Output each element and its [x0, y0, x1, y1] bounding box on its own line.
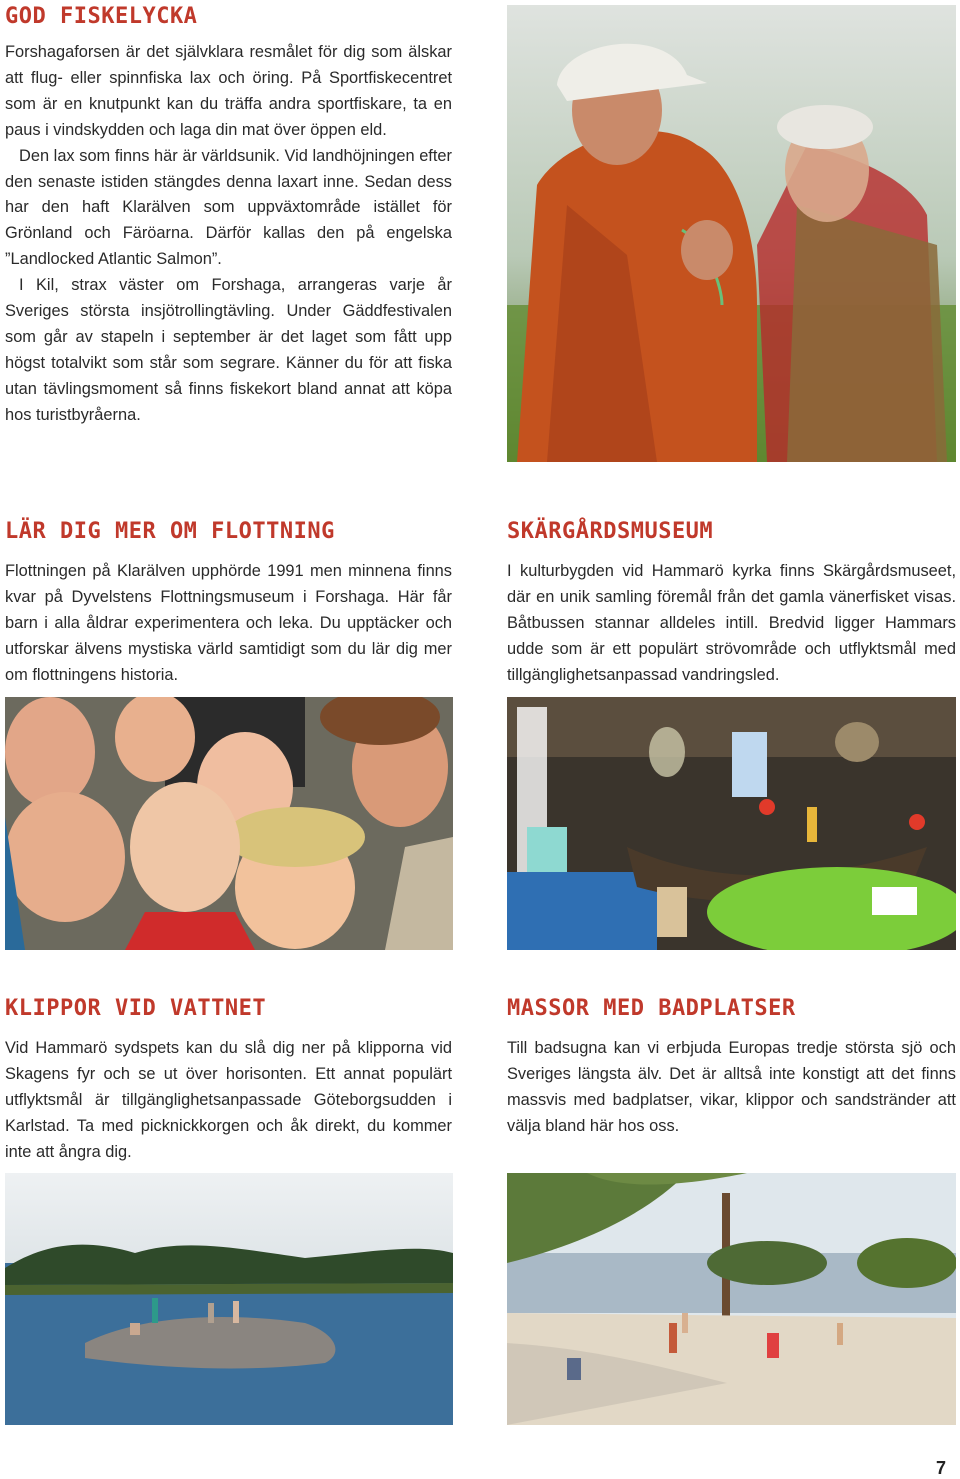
rocks-photo [5, 1173, 453, 1425]
flottning-heading: LÄR DIG MER OM FLOTTNING [5, 519, 335, 544]
page-number: 7 [935, 1458, 946, 1478]
fishermen-photo [507, 5, 956, 462]
flottning-text: Flottningen på Klarälven upphörde 1991 men minnena finns kvar på Dyvelstens Flottningsmuseum i Forshaga. Här får barn i alla åldrar experimentera och leka. Du upptäcker och utforskar älvens mystiska värld samtidigt som du lär dig mer om flottningens historia. [5, 562, 452, 684]
klippor-text: Vid Hammarö sydspets kan du slå dig ner på klipporna vid Skagens fyr och se ut över horisonten. Ett annat populärt utflyktsmål är tillgänglighetsanpassade Göteborgsudden i Karlstad. Ta med picknickkorgen och åk direkt, du kommer inte att ångra dig. [5, 1039, 452, 1161]
fiske-paragraph-1: Forshagaforsen är det självklara resmålet för dig som älskar att flug- eller spinnfiska lax och öring. På Sportfiskecentret som är en knutpunkt kan du träffa andra sportfiskare, ta en paus i vindskydden och laga din mat över öppen eld. [5, 43, 452, 139]
skargard-heading: SKÄRGÅRDSMUSEUM [507, 519, 714, 544]
fiske-paragraph-2: Den lax som finns här är världsunik. Vid landhöjningen efter den senaste istiden stängdes denna laxart inne. Sedan dess har den haft Klarälven som uppväxtområde istället för Grönland och Färöarna. Därför kallas den på engelska ”Landlocked Atlantic Salmon”. [5, 146, 452, 269]
skargard-text: I kulturbygden vid Hammarö kyrka finns Skärgårdsmuseet, där en unik samling föremål från det gamla vänerfisket visas. Båtbussen stannar alldeles intill. Bredvid ligger Hammars udde som är ett populärt strövområde och utflyktsmål med tillgänglighetsanpassad vandringsled. [507, 562, 956, 684]
bad-heading: MASSOR MED BADPLATSER [507, 996, 796, 1021]
fiske-text [5, 40, 452, 429]
fiske-paragraph-3: I Kil, strax väster om Forshaga, arrangeras varje år Sveriges största insjötrollingtävling. Under Gäddfestivalen som går av stapeln i september är det laget som fått upp högst totalvikt som står som segrare. Känner du för att fiska utan tävlingsmoment så finns fiskekort bland annat att köpa hos turistbyråerna. [5, 276, 452, 424]
klippor-heading: KLIPPOR VID VATTNET [5, 996, 267, 1021]
museum-photo [507, 697, 956, 950]
fiske-heading: GOD FISKELYCKA [5, 4, 198, 29]
bad-text: Till badsugna kan vi erbjuda Europas tredje största sjö och Sveriges längsta älv. Det är alltså inte konstigt att det finns massvis med badplatser, vikar, klippor och sandstränder att välja bland här hos oss. [507, 1039, 956, 1135]
children-photo [5, 697, 453, 950]
beach-photo [507, 1173, 956, 1425]
